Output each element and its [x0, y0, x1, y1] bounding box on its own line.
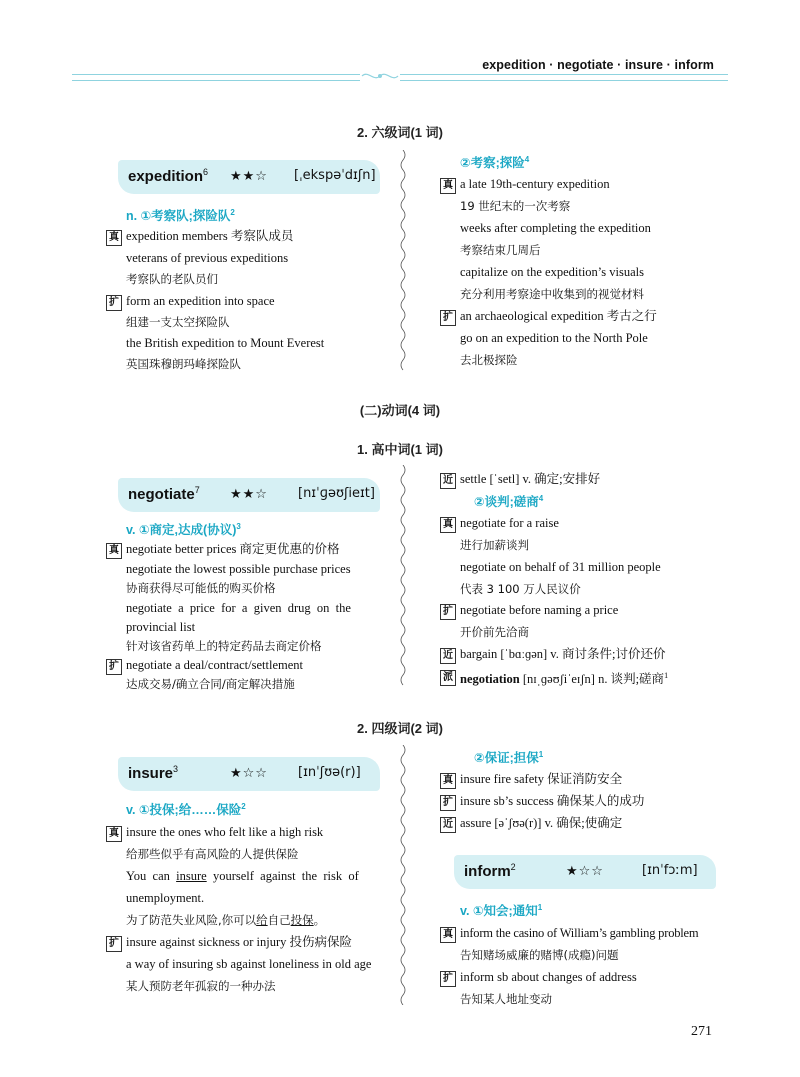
sense-1: v. ①知会;通知$^1$ [460, 902, 543, 918]
translation: 告知某人地址变动 [460, 992, 552, 1006]
star-rating: ★☆☆ [230, 765, 268, 780]
example: form an expedition into space [126, 294, 275, 308]
headword-box-insure [118, 757, 380, 791]
tag-jin: 近 [440, 648, 456, 664]
translation: 某人预防老年孤寂的一种办法 [126, 979, 276, 993]
translation: 组建一支太空探险队 [126, 315, 230, 329]
example: a late 19th-century expedition [460, 177, 610, 191]
example: an archaeological expedition 考古之行 [460, 309, 657, 323]
tag-kuo: 扩 [440, 604, 456, 620]
star-rating: ★★☆ [230, 168, 268, 183]
running-head: expedition · negotiate · insure · inform [482, 58, 714, 72]
example: negotiate before naming a price [460, 603, 619, 617]
tag-zhen: 真 [440, 927, 456, 943]
sense-1: n. ①考察队;探险队$^2$ [126, 207, 235, 223]
tag-pai: 派 [440, 670, 456, 686]
example: inform the casino of William’s gambling problem [460, 926, 699, 940]
example: the British expedition to Mount Everest [126, 336, 325, 350]
translation: 充分利用考察途中收集到的视觉材料 [460, 287, 644, 301]
near-synonym: assure [əˈʃʊə(r)] v. 确保;使确定 [460, 816, 623, 830]
translation: 进行加薪谈判 [460, 538, 529, 552]
headword: expedition$^6$ [128, 167, 209, 185]
translation: 为了防范失业风险,你可以给自己投保。 [126, 913, 326, 927]
example: You can insure yourself against the risk of [126, 869, 359, 883]
sense-1: v. ①投保;给……保险$^2$ [126, 801, 246, 817]
page-number: 271 [691, 1024, 712, 1039]
derived-word: negotiation [nɪˌɡəʊʃiˈeɪʃn] n. 谈判;磋商$^1$ [460, 671, 669, 687]
tag-kuo: 扩 [440, 310, 456, 326]
translation: 去北极探险 [460, 353, 518, 367]
example: insure against sickness or injury 投伤病保险 [126, 935, 353, 949]
translation: 英国珠穆朗玛峰探险队 [126, 357, 241, 371]
example: capitalize on the expedition’s visuals [460, 265, 644, 279]
sense-1: v. ①商定,达成(协议)$^3$ [126, 521, 241, 537]
headword: inform$^2$ [464, 862, 516, 880]
translation: 代表 3 100 万人民议价 [460, 582, 581, 596]
translation: 告知赌场威廉的赌博(成瘾)问题 [460, 948, 619, 962]
example: negotiate on behalf of 31 million people [460, 560, 661, 574]
example: a way of insuring sb against loneliness in old age [126, 957, 372, 971]
translation: 协商获得尽可能低的购买价格 [126, 581, 276, 595]
example: weeks after completing the expedition [460, 221, 651, 235]
translation: 给那些似乎有高风险的人提供保险 [126, 847, 299, 861]
sense-2: ②保证;担保$^1$ [474, 749, 544, 765]
example: insure sb’s success 确保某人的成功 [460, 794, 645, 808]
example: expedition members 考察队成员 [126, 229, 294, 243]
translation: 19 世纪末的一次考察 [460, 199, 571, 213]
tag-zhen: 真 [106, 543, 122, 559]
column-divider [398, 745, 406, 1005]
tag-zhen: 真 [106, 826, 122, 842]
example: provincial list [126, 620, 196, 634]
example: veterans of previous expeditions [126, 251, 289, 265]
tag-kuo: 扩 [440, 795, 456, 811]
tag-kuo: 扩 [106, 659, 122, 675]
tag-jin: 近 [440, 473, 456, 489]
translation: 考察结束几周后 [460, 243, 541, 257]
star-rating: ★★☆ [230, 486, 268, 501]
headword: negotiate$^7$ [128, 485, 200, 503]
translation: 考察队的老队员们 [126, 272, 218, 286]
tag-kuo: 扩 [106, 295, 122, 311]
ornament-icon [360, 69, 400, 81]
sense-2: ②谈判;磋商$^4$ [474, 493, 544, 509]
column-divider [398, 465, 406, 690]
example: go on an expedition to the North Pole [460, 331, 648, 345]
tag-zhen: 真 [440, 178, 456, 194]
section-heading-cet4: 2. 四级词(2 词) [357, 721, 443, 736]
example: negotiate for a raise [460, 516, 559, 530]
tag-zhen: 真 [106, 230, 122, 246]
headword-box-negotiate [118, 478, 380, 512]
phonetic: [ɪnˈfɔːm] [642, 863, 698, 878]
translation: 针对该省药单上的特定药品去商定价格 [126, 639, 322, 653]
header-rule [72, 74, 728, 81]
tag-kuo: 扩 [106, 936, 122, 952]
section-heading-verbs: (二)动词(4 词) [359, 403, 441, 418]
near-synonym: settle [ˈsetl] v. 确定;安排好 [460, 472, 601, 486]
headword-box-inform [454, 855, 716, 889]
phonetic: [ˌekspəˈdɪʃn] [294, 168, 376, 183]
translation: 开价前先洽商 [460, 625, 529, 639]
tag-zhen: 真 [440, 517, 456, 533]
tag-kuo: 扩 [440, 971, 456, 987]
example: insure fire safety 保证消防安全 [460, 772, 623, 786]
example: negotiate a deal/contract/settlement [126, 658, 304, 672]
section-heading-cet6: 2. 六级词(1 词) [357, 125, 443, 140]
near-synonym: bargain [ˈbɑːɡən] v. 商讨条件;讨价还价 [460, 647, 666, 661]
tag-jin: 近 [440, 817, 456, 833]
phonetic: [ɪnˈʃʊə(r)] [298, 765, 361, 780]
phonetic: [nɪˈɡəʊʃieɪt] [298, 486, 375, 501]
column-divider [398, 150, 406, 375]
example: negotiate better prices 商定更优惠的价格 [126, 542, 340, 556]
example: insure the ones who felt like a high risk [126, 825, 324, 839]
example: negotiate a price for a given drug on the [126, 601, 351, 615]
example: inform sb about changes of address [460, 970, 637, 984]
section-heading-gaozhong: 1. 高中词(1 词) [357, 442, 443, 457]
headword-box-expedition [118, 160, 380, 194]
example: negotiate the lowest possible purchase prices [126, 562, 351, 576]
translation: 达成交易/确立合同/商定解决措施 [126, 677, 295, 691]
headword: insure$^3$ [128, 764, 179, 782]
star-rating: ★☆☆ [566, 863, 604, 878]
sense-2: ②考察;探险$^4$ [460, 154, 530, 170]
tag-zhen: 真 [440, 773, 456, 789]
example: unemployment. [126, 891, 205, 905]
